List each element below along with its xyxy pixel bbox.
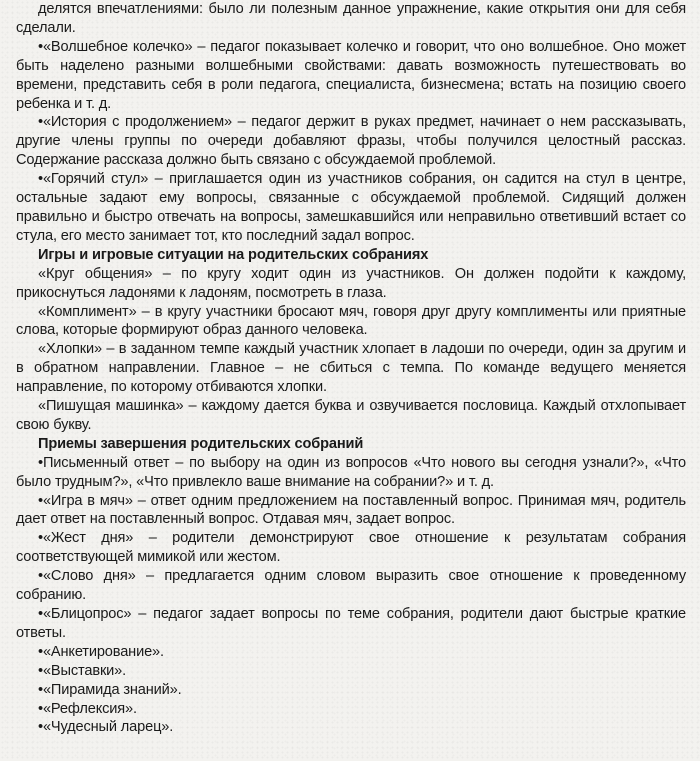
bullet-icon: • xyxy=(38,700,43,717)
paragraph-communication-circle: «Круг общения» – по кругу ходит один из участников. Он должен подойти к каждому, прикоснуться ладонями к ладоням, посмотреть в глаза. xyxy=(16,265,686,301)
bullet-icon: • xyxy=(38,38,43,55)
list-item-word-of-day: •«Слово дня» – предлагается одним словом выразить свое отношение к проведенному собранию. xyxy=(16,568,686,604)
bullet-icon: • xyxy=(38,530,43,547)
list-item-reflection: •«Рефлексия». xyxy=(38,700,137,717)
list-item-ball-game: •«Игра в мяч» – ответ одним предложением на поставленный вопрос. Принимая мяч, родитель дает ответ на поставленный вопрос. Отдавая мяч, задает вопрос. xyxy=(16,492,686,528)
bullet-icon: • xyxy=(38,606,43,622)
bullet-icon: • xyxy=(38,662,43,679)
bullet-icon: • xyxy=(38,171,43,188)
list-item-wonder-box: •«Чудесный ларец». xyxy=(38,719,174,736)
list-item-gesture-of-day: •«Жест дня» – родители демонстрируют свое отношение к результатам собрания соответствующей мимикой или жестом. xyxy=(16,530,686,566)
bullet-icon: • xyxy=(38,114,43,131)
list-item-questionnaire: •«Анкетирование». xyxy=(38,643,164,660)
paragraph-intro-continuation: делятся впечатлениями: было ли полезным данное упражнение, какие открытия они для себя сделали. xyxy=(16,1,686,36)
list-item-hot-chair: •«Горячий стул» – приглашается один из участников собрания, он садится на стул в центре, остальные задают ему вопросы, связанные с обсуждаемой проблемой. Сидящий должен правильно и быстро отвечать на вопросы, замешкавшийся или неправильно ответивший встает со стула, его место занимает тот, кто последний задал вопрос. xyxy=(16,171,686,244)
paragraph-compliment: «Комплимент» – в кругу участники бросают мяч, говоря друг другу комплименты или приятные слова, которые формируют образ данного человека. xyxy=(16,303,686,339)
list-item-knowledge-pyramid: •«Пирамида знаний». xyxy=(38,681,182,698)
section-heading-games: Игры и игровые ситуации на родительских собраниях xyxy=(38,246,429,263)
bullet-icon: • xyxy=(38,681,43,698)
list-item-exhibitions: •«Выставки». xyxy=(38,662,127,679)
bullet-icon: • xyxy=(38,719,43,736)
paragraph-typewriter: «Пишущая машинка» – каждому дается буква и озвучивается пословица. Каждый отхлопывает свою букву. xyxy=(16,398,686,433)
bullet-icon: • xyxy=(38,568,43,585)
list-item-story-continuation: •«История с продолжением» – педагог держит в руках предмет, начинает о нем рассказывать, другие члены группы по очереди добавляют фразы, чтобы получился целостный рассказ. Содержание рассказа должно быть связано с обсуждаемой проблемой. xyxy=(16,114,686,169)
bullet-icon: • xyxy=(38,454,43,471)
section-heading-closing: Приемы завершения родительских собраний xyxy=(38,435,364,452)
list-item-magic-ring: •«Волшебное колечко» – педагог показывает колечко и говорит, что оно волшебное. Оно может быть наделено разными волшебными свойствами: давать возможность путешествовать во времени, представить себя в роли педагога, специалиста, бизнесмена; встать на позицию своего ребенка и т. д. xyxy=(16,38,686,112)
list-item-blitz-poll: •«Блицопрос» – педагог задает вопросы по теме собрания, родители дают быстрые краткие ответы. xyxy=(16,606,686,641)
list-item-written-answer: •Письменный ответ – по выбору на один из вопросов «Что нового вы сегодня узнали?», «Что было трудным?», «Что привлекло ваше внимание на собрании?» и т. д. xyxy=(16,454,686,490)
bullet-icon: • xyxy=(38,492,43,509)
bullet-icon: • xyxy=(38,643,43,660)
paragraph-claps: «Хлопки» – в заданном темпе каждый участник хлопает в ладоши по очереди, один за другим и в обратном направлении. Главное – не сбиться с темпа. По команде ведущего меняется направление, по которому отбиваются хлопки. xyxy=(16,341,686,396)
